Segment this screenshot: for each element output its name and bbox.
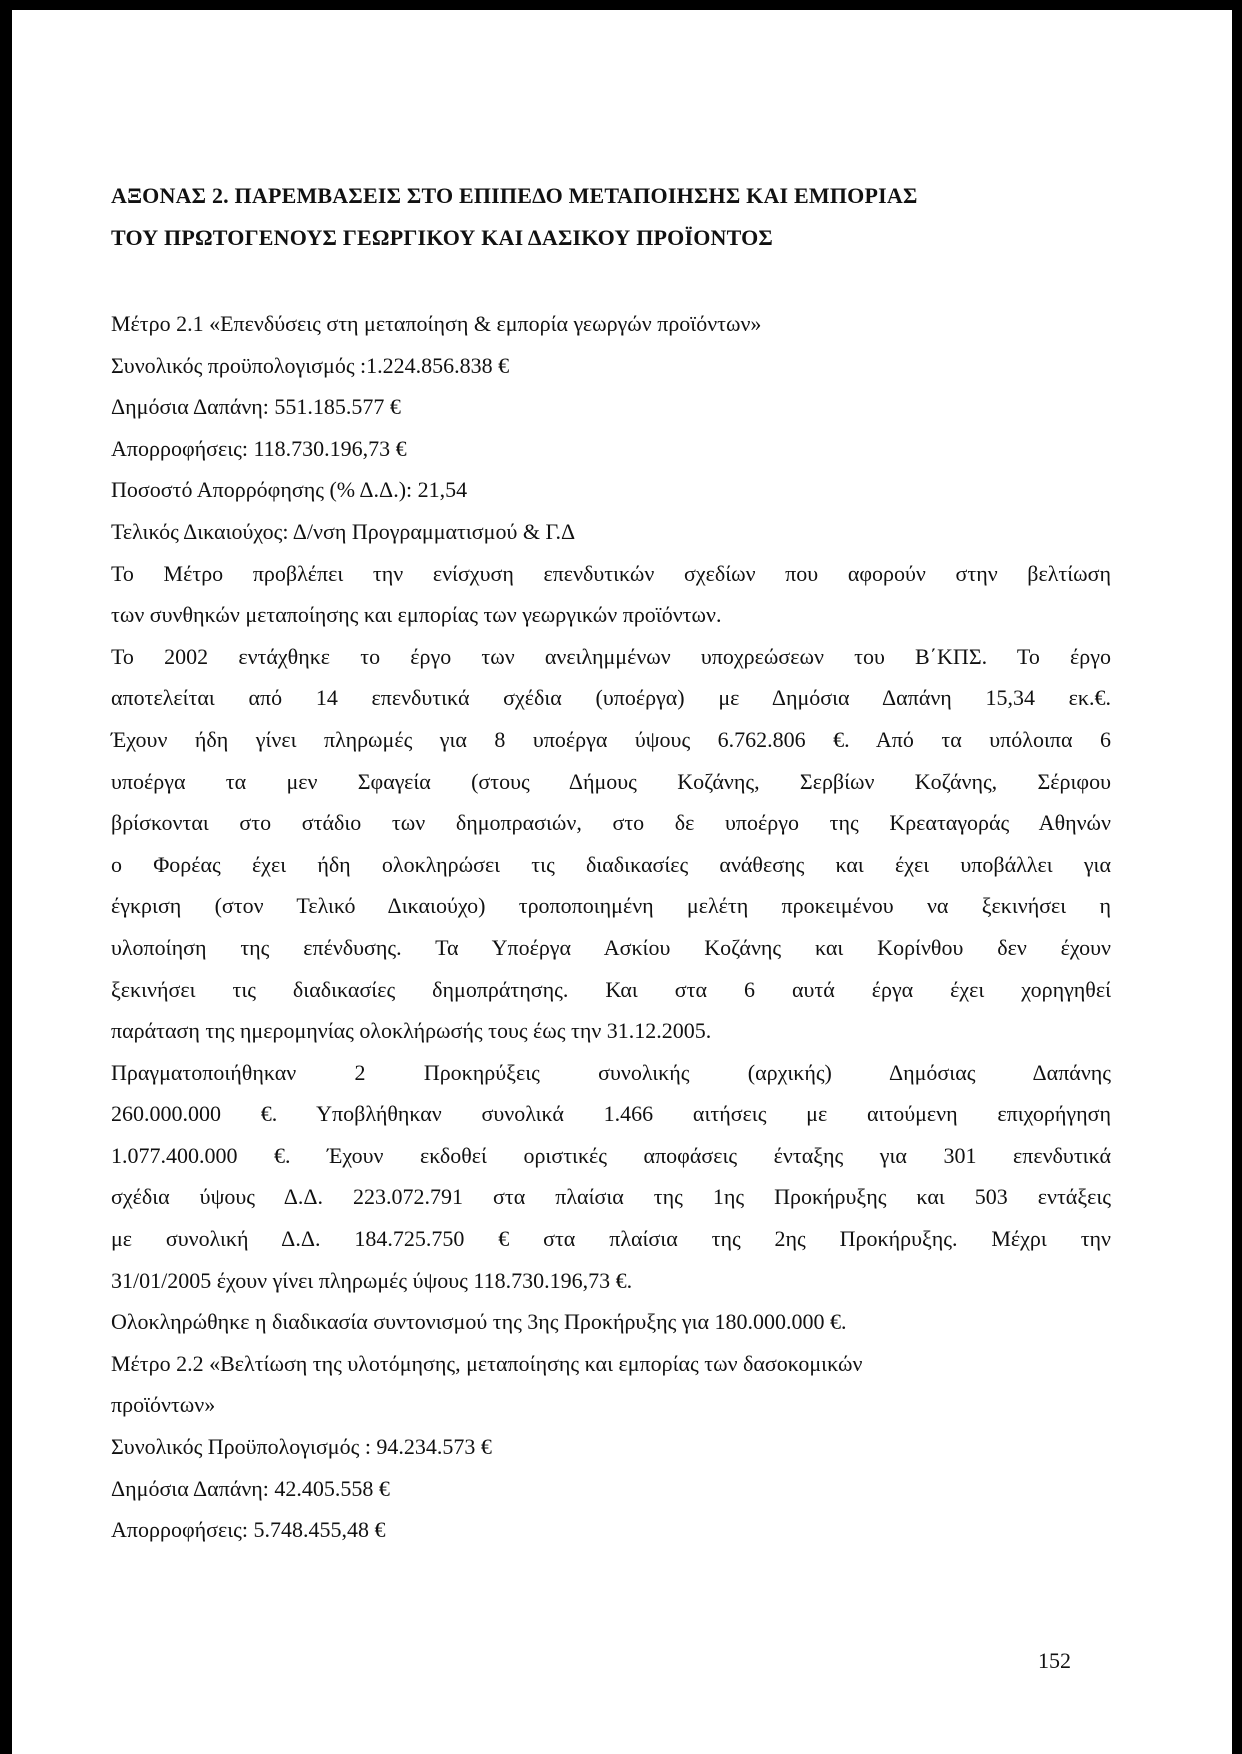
measure-2-2-title-line-1: Μέτρο 2.2 «Βελτίωση της υλοτόμησης, μεταποίησης και εμπορίας των δασοκομικών [111,1350,863,1376]
body-line: παράταση της ημερομηνίας ολοκλήρωσής τους έως την 31.12.2005. [111,1018,712,1044]
body-line: σχέδια ύψους Δ.Δ. 223.072.791 στα πλαίσια της 1ης Προκήρυξης και 503 εντάξεις [111,1184,1111,1210]
measure-2-1-absorption-rate: Ποσοστό Απορρόφησης (% Δ.Δ.): 21,54 [111,477,468,503]
body-line: ξεκινήσει τις διαδικασίες δημοπράτησης. Και στα 6 αυτά έργα έχει χορηγηθεί [111,976,1111,1002]
measure-2-2-title-line-2: προϊόντων» [111,1392,216,1418]
body-line: βρίσκονται στο στάδιο των δημοπρασιών, στο δε υποέργο της Κρεαταγοράς Αθηνών [111,810,1111,836]
measure-2-2-total-budget: Συνολικός Προϋπολογισμός : 94.234.573 € [111,1434,492,1460]
measure-2-1-absorptions: Απορροφήσεις: 118.730.196,73 € [111,435,407,461]
body-line: 260.000.000 €. Υποβλήθηκαν συνολικά 1.466 αιτήσεις με αιτούμενη επιχορήγηση [111,1101,1111,1127]
measure-2-1-public-expenditure: Δημόσια Δαπάνη: 551.185.577 € [111,394,401,420]
body-line: υλοποίηση της επένδυσης. Τα Υποέργα Ασκίου Κοζάνης και Κορίνθου δεν έχουν [111,934,1111,960]
body-line: 1.077.400.000 €. Έχουν εκδοθεί οριστικές αποφάσεις ένταξης για 301 επενδυτικά [111,1142,1111,1168]
measure-2-2-absorptions: Απορροφήσεις: 5.748.455,48 € [111,1517,386,1543]
body-line: Το 2002 εντάχθηκε το έργο των ανειλημμένων υποχρεώσεων του Β΄ΚΠΣ. Το έργο [111,643,1111,669]
measure-2-1-total-budget: Συνολικός προϋπολογισμός :1.224.856.838 € [111,352,510,378]
measure-2-1-final-beneficiary: Τελικός Δικαιούχος: Δ/νση Προγραμματισμού & Γ.Δ [111,518,576,544]
body-line: υποέργα τα μεν Σφαγεία (στους Δήμους Κοζάνης, Σερβίων Κοζάνης, Σέριφου [111,768,1111,794]
body-line: με συνολική Δ.Δ. 184.725.750 € στα πλαίσια της 2ης Προκήρυξης. Μέχρι την [111,1226,1111,1252]
body-line: αποτελείται από 14 επενδυτικά σχέδια (υποέργα) με Δημόσια Δαπάνη 15,34 εκ.€. [111,685,1111,711]
document-body [111,175,1111,1551]
body-line: Ολοκληρώθηκε η διαδικασία συντονισμού της 3ης Προκήρυξης για 180.000.000 €. [111,1309,847,1335]
body-line: Το Μέτρο προβλέπει την ενίσχυση επενδυτικών σχεδίων που αφορούν στην βελτίωση [111,560,1111,586]
measure-2-2-public-expenditure: Δημόσια Δαπάνη: 42.405.558 € [111,1475,390,1501]
body-line: 31/01/2005 έχουν γίνει πληρωμές ύψους 118.730.196,73 €. [111,1267,633,1293]
body-line: των συνθηκών μεταποίησης και εμπορίας των γεωργικών προϊόντων. [111,602,722,628]
measure-2-1-title: Μέτρο 2.1 «Επενδύσεις στη μεταποίηση & εμπορία γεωργών προϊόντων» [111,311,762,336]
section-heading-line-2: ΤΟΥ ΠΡΩΤΟΓΕΝΟΥΣ ΓΕΩΡΓΙΚΟΥ ΚΑΙ ΔΑΣΙΚΟΥ ΠΡΟΪΟΝΤΟΣ [111,225,773,250]
body-line: έγκριση (στον Τελικό Δικαιούχο) τροποποιημένη μελέτη προκειμένου να ξεκινήσει η [111,893,1111,919]
page-number: 152 [1038,1648,1071,1673]
section-heading [111,175,1111,259]
body-line: Έχουν ήδη γίνει πληρωμές για 8 υποέργα ύψους 6.762.806 €. Από τα υπόλοιπα 6 [111,726,1111,752]
section-heading-line-1: ΑΞΟΝΑΣ 2. ΠΑΡΕΜΒΑΣΕΙΣ ΣΤΟ ΕΠΙΠΕΔΟ ΜΕΤΑΠΟΙΗΣΗΣ ΚΑΙ ΕΜΠΟΡΙΑΣ [111,183,918,208]
body-line: ο Φορέας έχει ήδη ολοκληρώσει τις διαδικασίες ανάθεσης και έχει υποβάλλει για [111,851,1111,877]
body-line: Πραγματοποιήθηκαν 2 Προκηρύξεις συνολικής (αρχικής) Δημόσιας Δαπάνης [111,1059,1111,1085]
